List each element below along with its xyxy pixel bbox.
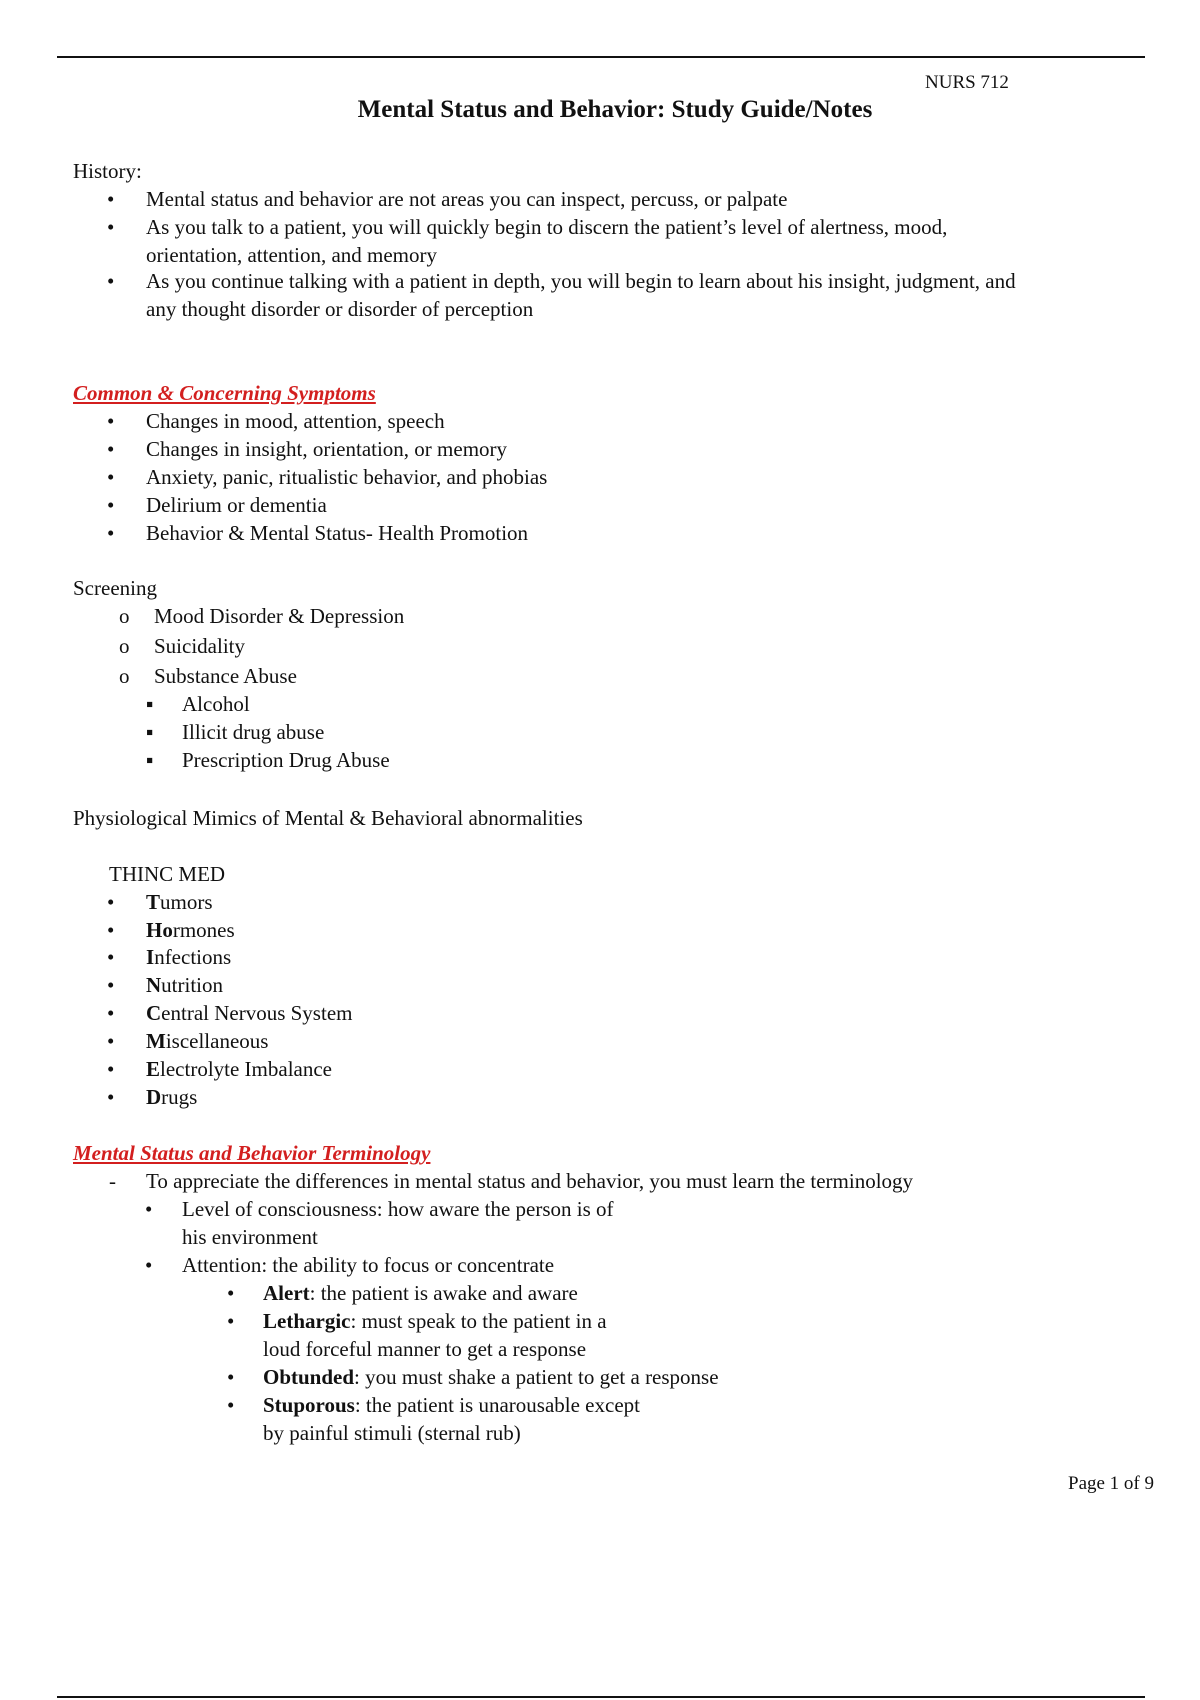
- bullet-marker: [107, 213, 114, 241]
- list-item: [263, 1391, 640, 1419]
- item-text: lectrolyte Imbalance: [160, 1057, 333, 1081]
- acronym-letter: I: [146, 945, 155, 969]
- bullet-marker: [107, 463, 114, 491]
- definition: : the patient is awake and aware: [309, 1281, 578, 1305]
- bullet-marker: [107, 999, 114, 1027]
- symptoms-heading: Common & Concerning Symptoms: [73, 381, 376, 405]
- list-item: [146, 916, 235, 944]
- list-item: As you talk to a patient, you will quickly begin to discern the patient’s level of alertness, mood,: [146, 215, 948, 239]
- acronym-letter: Ho: [146, 918, 173, 942]
- list-item: any thought disorder or disorder of perception: [146, 297, 534, 321]
- list-item: orientation, attention, and memory: [146, 243, 438, 267]
- list-item: Delirium or dementia: [146, 493, 327, 517]
- mimics-heading: Physiological Mimics of Mental & Behavioral abnormalities: [73, 806, 583, 830]
- item-text: entral Nervous System: [161, 1001, 353, 1025]
- list-item: loud forceful manner to get a response: [263, 1337, 587, 1361]
- list-item: Prescription Drug Abuse: [182, 748, 390, 772]
- circle-bullet-marker: [119, 662, 130, 690]
- dash-marker: [109, 1167, 116, 1195]
- list-item: Behavior & Mental Status- Health Promotion: [146, 521, 529, 545]
- circle-bullet-marker: [119, 602, 130, 630]
- term: Obtunded: [263, 1365, 355, 1389]
- list-item: [146, 888, 213, 916]
- acronym-letter: C: [146, 1001, 162, 1025]
- list-item: Suicidality: [154, 634, 245, 658]
- acronym-label: THINC MED: [109, 862, 226, 886]
- list-item: To appreciate the differences in mental status and behavior, you must learn the terminology: [146, 1169, 914, 1193]
- item-text: utrition: [161, 973, 224, 997]
- list-item: Mood Disorder & Depression: [154, 604, 405, 628]
- list-item: Alcohol: [182, 692, 250, 716]
- list-item: [263, 1307, 607, 1335]
- item-text: iscellaneous: [165, 1029, 269, 1053]
- definition: : you must shake a patient to get a response: [354, 1365, 719, 1389]
- history-heading: History:: [73, 159, 142, 183]
- list-item: [146, 943, 231, 971]
- acronym-letter: D: [146, 1085, 162, 1109]
- bullet-marker: [107, 1055, 114, 1083]
- list-item: Substance Abuse: [154, 664, 297, 688]
- top-rule: [57, 56, 1145, 58]
- list-item: Anxiety, panic, ritualistic behavior, and phobias: [146, 465, 548, 489]
- bottom-rule: [57, 1696, 1145, 1698]
- square-bullet-marker: [146, 746, 153, 774]
- bullet-marker: [107, 1027, 114, 1055]
- course-code: NURS 712: [925, 72, 1009, 93]
- list-item: As you continue talking with a patient in depth, you will begin to learn about his insight, judgment, and: [146, 269, 1016, 293]
- acronym-letter: T: [146, 890, 161, 914]
- page-number: Page 1 of 9: [1068, 1473, 1155, 1494]
- list-item: by painful stimuli (sternal rub): [263, 1421, 521, 1445]
- list-item: [146, 1055, 332, 1083]
- item-text: umors: [160, 890, 213, 914]
- term: Lethargic: [263, 1309, 351, 1333]
- bullet-marker: [107, 185, 114, 213]
- acronym-letter: M: [146, 1029, 166, 1053]
- bullet-marker: [145, 1251, 152, 1279]
- bullet-marker: [227, 1363, 234, 1391]
- term: Stuporous: [263, 1393, 355, 1417]
- bullet-marker: [107, 407, 114, 435]
- bullet-marker: [107, 916, 114, 944]
- bullet-marker: [107, 491, 114, 519]
- square-bullet-marker: [146, 690, 153, 718]
- terminology-heading: Mental Status and Behavior Terminology: [73, 1141, 431, 1165]
- list-item: Illicit drug abuse: [182, 720, 325, 744]
- bullet-marker: [227, 1391, 234, 1419]
- bullet-marker: [107, 943, 114, 971]
- page-title: Mental Status and Behavior: Study Guide/Notes: [357, 96, 873, 123]
- list-item: [146, 999, 352, 1027]
- list-item: Changes in insight, orientation, or memory: [146, 437, 508, 461]
- term: Alert: [263, 1281, 310, 1305]
- bullet-marker: [227, 1279, 234, 1307]
- list-item: [146, 971, 223, 999]
- list-item: Changes in mood, attention, speech: [146, 409, 445, 433]
- screening-heading: Screening: [73, 576, 157, 600]
- list-item: [263, 1279, 578, 1307]
- list-item: [263, 1363, 719, 1391]
- item-text: nfections: [154, 945, 232, 969]
- acronym-letter: E: [146, 1057, 161, 1081]
- bullet-marker: [107, 267, 114, 295]
- item-text: rmones: [172, 918, 235, 942]
- bullet-marker: [107, 888, 114, 916]
- bullet-marker: [107, 971, 114, 999]
- definition: : must speak to the patient in a: [350, 1309, 607, 1333]
- bullet-marker: [227, 1307, 234, 1335]
- definition: : the patient is unarousable except: [354, 1393, 640, 1417]
- list-item: [146, 1027, 268, 1055]
- bullet-marker: [107, 1083, 114, 1111]
- list-item: Level of consciousness: how aware the person is of: [182, 1197, 614, 1221]
- item-text: rugs: [161, 1085, 198, 1109]
- bullet-marker: [107, 519, 114, 547]
- bullet-marker: [145, 1195, 152, 1223]
- list-item: Attention: the ability to focus or concentrate: [182, 1253, 555, 1277]
- acronym-letter: N: [146, 973, 162, 997]
- list-item: Mental status and behavior are not areas you can inspect, percuss, or palpate: [146, 187, 788, 211]
- bullet-marker: [107, 435, 114, 463]
- list-item: [146, 1083, 197, 1111]
- circle-bullet-marker: [119, 632, 130, 660]
- square-bullet-marker: [146, 718, 153, 746]
- list-item: his environment: [182, 1225, 318, 1249]
